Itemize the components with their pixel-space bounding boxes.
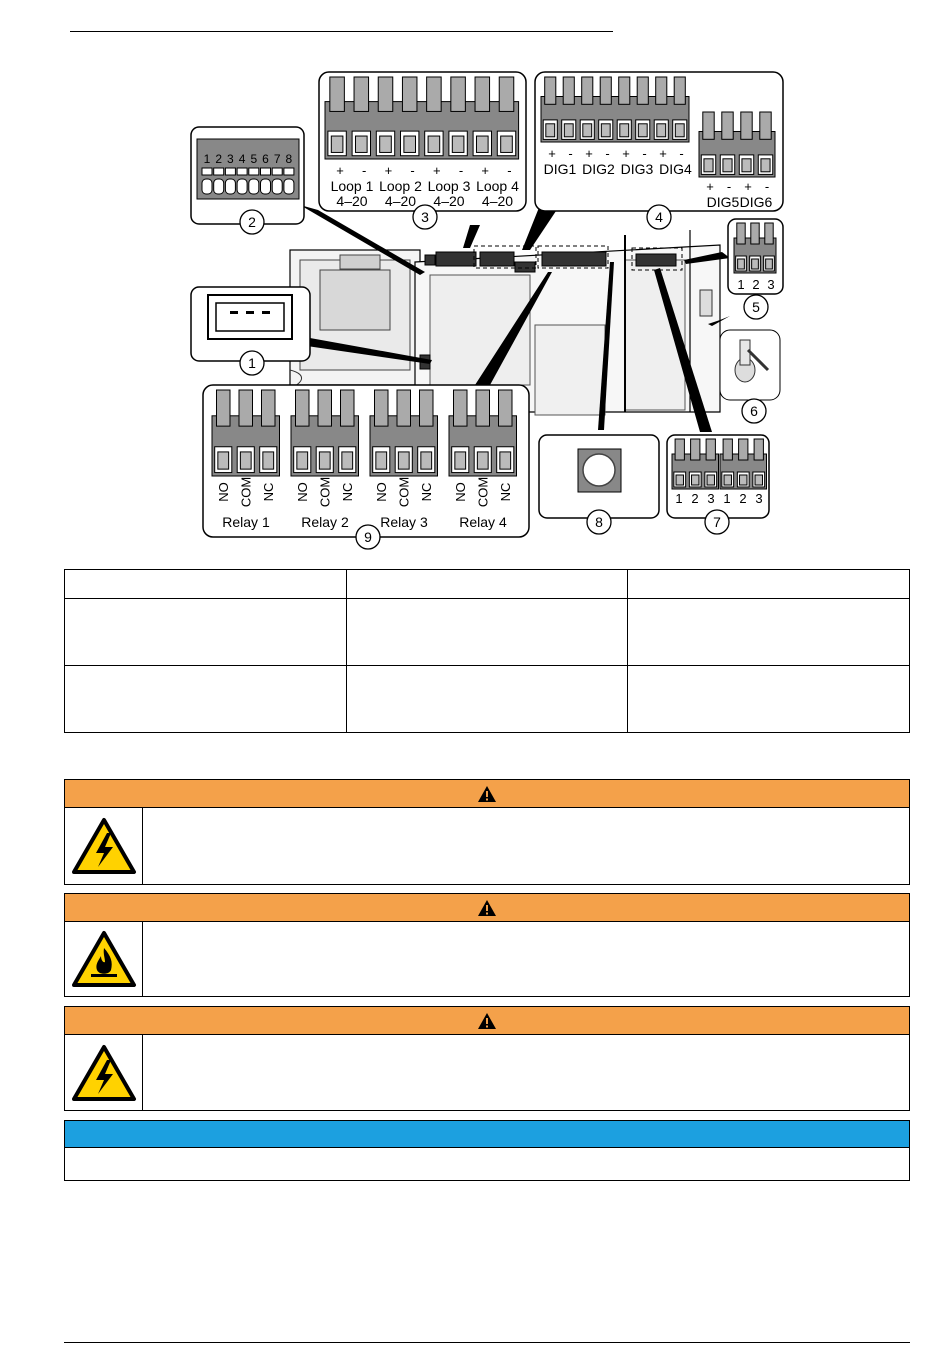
callout-label: 7 xyxy=(713,514,721,530)
dip-number: 2 xyxy=(215,152,223,166)
dip-slot xyxy=(214,168,224,175)
polarity-label: + xyxy=(548,146,556,161)
polarity-label: + xyxy=(384,163,393,178)
dig-label: DIG6 xyxy=(739,194,773,210)
loop-label: Loop 1 xyxy=(330,178,374,194)
relay-terminal-label: COM xyxy=(238,476,254,508)
digital-inputs-callout xyxy=(535,72,783,211)
warning-body xyxy=(64,808,910,885)
callout-number xyxy=(647,205,671,229)
dig-label: DIG3 xyxy=(620,161,654,177)
footer-rule xyxy=(64,1342,910,1343)
relay-terminal-label: NC xyxy=(419,482,434,502)
notice-header xyxy=(64,1120,910,1148)
relay-terminal-label: NO xyxy=(374,482,389,502)
callout-label: 1 xyxy=(248,355,256,371)
dip-number: 8 xyxy=(285,152,293,166)
warning-header xyxy=(64,779,910,808)
dig-label: DIG1 xyxy=(543,161,577,177)
electrical-shock-icon xyxy=(71,817,137,875)
terminal-block xyxy=(734,223,776,273)
connector-5-callout xyxy=(728,219,783,294)
polarity-label: + xyxy=(481,163,489,178)
loop-range: 4–20 xyxy=(384,193,417,209)
callout-number xyxy=(742,399,766,423)
polarity-label: - xyxy=(605,146,610,161)
dip-slot xyxy=(261,168,271,175)
terminal-block xyxy=(449,390,517,476)
table-row xyxy=(65,666,910,733)
callout-number xyxy=(413,205,437,229)
loop-range: 4–20 xyxy=(433,193,465,209)
connection-table xyxy=(64,569,910,733)
connector-7-callout xyxy=(667,435,769,518)
button-8-callout xyxy=(539,435,659,518)
relay-label: Relay 2 xyxy=(301,514,349,530)
table-cell xyxy=(628,599,910,666)
dip-switch xyxy=(261,179,271,194)
dip-switch xyxy=(202,179,212,194)
dig-label: DIG2 xyxy=(582,161,615,177)
loop-range: 4–20 xyxy=(336,193,368,209)
terminal-block xyxy=(291,390,359,476)
pin-number: 1 xyxy=(723,491,731,506)
relays-callout xyxy=(203,385,529,537)
relay-terminal-label: NC xyxy=(340,482,355,502)
relay-terminal-label: NO xyxy=(216,482,231,502)
callout-number xyxy=(240,351,264,375)
loop-range: 4–20 xyxy=(481,193,514,209)
dip-switch-callout xyxy=(191,127,304,224)
table-cell xyxy=(346,666,628,733)
warning-triangle-icon xyxy=(477,785,497,803)
dip-slot xyxy=(249,168,259,175)
polarity-label: - xyxy=(679,146,684,161)
electrical-shock-icon xyxy=(71,1044,137,1102)
table-header-cell xyxy=(628,570,910,599)
polarity-label: - xyxy=(642,146,647,161)
polarity-label: - xyxy=(764,179,770,194)
pin-number: 3 xyxy=(755,491,763,506)
terminal-diagram xyxy=(0,0,950,560)
polarity-label: + xyxy=(744,179,752,194)
dip-switch xyxy=(284,179,294,194)
callout-label: 5 xyxy=(752,299,760,315)
dip-slot xyxy=(202,168,212,175)
pin-number: 2 xyxy=(691,491,699,506)
relay-label: Relay 3 xyxy=(380,514,428,530)
pin-number: 1 xyxy=(675,491,683,506)
polarity-label: - xyxy=(726,179,732,194)
polarity-label: + xyxy=(706,179,714,194)
polarity-label: - xyxy=(568,146,573,161)
dig-label: DIG5 xyxy=(706,194,740,210)
polarity-label: - xyxy=(458,163,464,178)
table-row xyxy=(65,599,910,666)
pin-number: 2 xyxy=(739,491,747,506)
callout-label: 3 xyxy=(421,209,429,225)
relay-terminal-label: NO xyxy=(453,482,468,502)
polarity-label: + xyxy=(622,146,630,161)
dip-switch xyxy=(237,179,247,194)
callout-number xyxy=(587,510,611,534)
callout-label: 9 xyxy=(364,529,372,545)
dip-slot xyxy=(237,168,247,175)
callout-label: 2 xyxy=(248,214,256,230)
loop-label: Loop 3 xyxy=(427,178,471,194)
warning-header xyxy=(64,893,910,922)
relay-label: Relay 1 xyxy=(222,514,270,530)
relay-terminal-label: COM xyxy=(396,476,412,508)
polarity-label: - xyxy=(362,163,367,178)
dip-slot xyxy=(284,168,294,175)
dip-switch xyxy=(249,179,259,194)
dip-number: 5 xyxy=(250,152,258,166)
notice-body xyxy=(64,1148,910,1181)
warning-triangle-icon xyxy=(477,899,497,917)
terminal-block xyxy=(370,390,438,476)
dip-slot xyxy=(225,168,235,175)
relay-label: Relay 4 xyxy=(459,514,507,530)
dip-number: 4 xyxy=(238,152,246,166)
pin-number: 3 xyxy=(707,491,715,506)
table-cell xyxy=(346,599,628,666)
terminal-block xyxy=(672,439,719,489)
callout-label: 6 xyxy=(750,403,758,419)
warning-header xyxy=(64,1006,910,1035)
pin-number: 2 xyxy=(752,277,760,292)
polarity-label: + xyxy=(585,146,593,161)
terminal-block xyxy=(212,390,280,476)
table-cell xyxy=(65,599,347,666)
table-header-cell xyxy=(346,570,628,599)
relay-terminal-label: NC xyxy=(498,482,513,502)
dip-number: 6 xyxy=(262,152,269,166)
table-cell xyxy=(628,666,910,733)
fire-hazard-icon xyxy=(71,930,137,988)
dip-switch xyxy=(214,179,224,194)
pin-number: 1 xyxy=(737,277,745,292)
polarity-label: + xyxy=(659,146,667,161)
dip-switch xyxy=(272,179,282,194)
callout-label: 4 xyxy=(655,209,663,225)
pin-number: 3 xyxy=(767,277,775,292)
polarity-label: + xyxy=(336,163,344,178)
relay-terminal-label: NO xyxy=(295,482,310,502)
loop-label: Loop 2 xyxy=(379,178,422,194)
callout-number xyxy=(356,525,380,549)
polarity-label: + xyxy=(433,163,441,178)
dig-label: DIG4 xyxy=(659,161,692,177)
dip-switch xyxy=(225,179,235,194)
terminal-block xyxy=(720,439,767,489)
callout-number xyxy=(240,210,264,234)
relay-terminal-label: COM xyxy=(317,476,333,508)
warning-triangle-icon xyxy=(477,1012,497,1030)
connector-1-callout xyxy=(191,287,310,361)
polarity-label: - xyxy=(410,163,415,178)
table-header-cell xyxy=(65,570,347,599)
dip-slot xyxy=(272,168,282,175)
warning-body xyxy=(64,922,910,997)
callout-label: 8 xyxy=(595,514,603,530)
loop-label: Loop 4 xyxy=(476,178,519,194)
callout-number xyxy=(744,295,768,319)
loop-outputs-callout xyxy=(319,72,526,211)
warning-body xyxy=(64,1035,910,1111)
callout-number xyxy=(705,510,729,534)
dip-number: 7 xyxy=(273,152,281,166)
table-cell xyxy=(65,666,347,733)
dip-number: 1 xyxy=(203,152,211,166)
dip-number: 3 xyxy=(227,152,234,166)
relay-terminal-label: COM xyxy=(475,476,491,508)
polarity-label: - xyxy=(507,163,512,178)
relay-terminal-label: NC xyxy=(261,482,276,502)
